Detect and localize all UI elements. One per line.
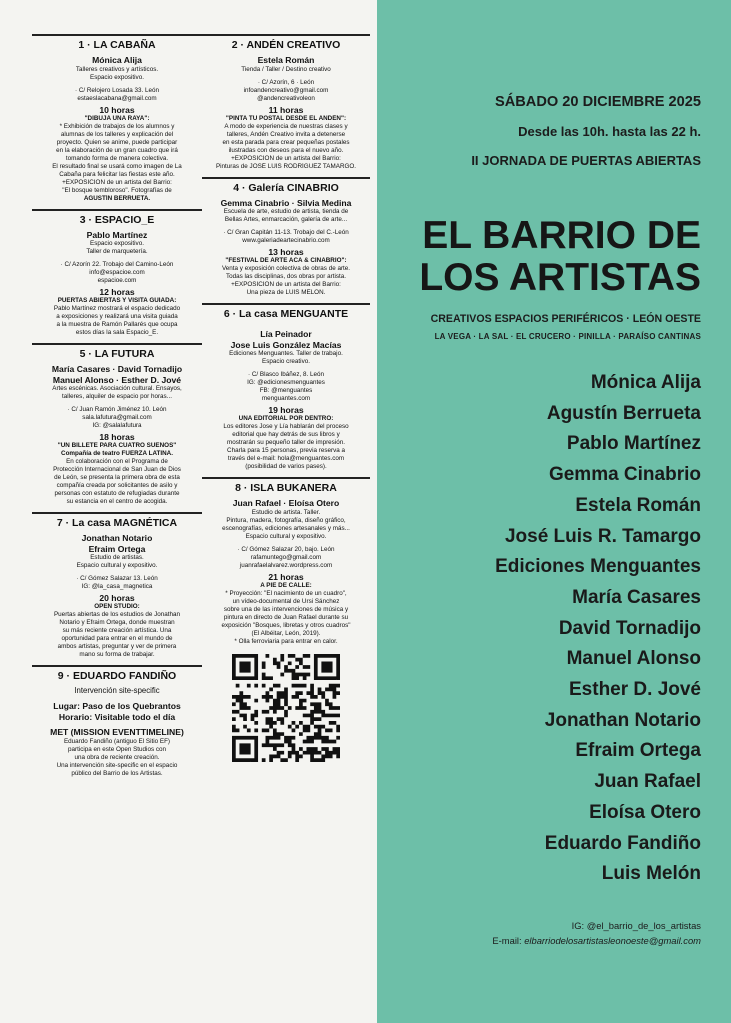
venue-text: Compañía de teatro FUERZA LATINA.: [61, 450, 173, 457]
artist-name: María Casares: [572, 586, 701, 608]
venue-text: en la elaboración de un gran cuadro que irá: [56, 146, 178, 154]
venue-text: Todas las disciplinas, dos obras por artista.: [225, 273, 347, 280]
venue-text: sala.lafutura@gmail.com: [82, 414, 152, 421]
venue-text: "El bosque tembloroso". Fotografías de: [62, 186, 172, 194]
email-label: E-mail:: [492, 935, 525, 946]
venue-text: MET (MISSION EVENTTIMELINE): [50, 727, 184, 737]
venue-text: * Exhibición de trabajos de los alumnos y: [59, 122, 175, 130]
venue-text: Notario y Efraim Ortega, donde muestran: [59, 619, 175, 626]
venue-text: Artes escénicas. Asociación cultural. Ensayos,: [52, 385, 182, 392]
venue-text: "PINTA TU POSTAL DESDE EL ANDÉN":: [225, 114, 347, 122]
tagline: CREATIVOS ESPACIOS PERIFÉRICOS · LEÓN OESTE: [430, 313, 701, 325]
venue-text: sobre una de las intervenciones de música y: [223, 605, 349, 613]
venue-text: exposición "Bosques, libretas y otros cuadros": [221, 621, 351, 629]
venue-text: un vídeo-documental de Ursi Sánchez: [232, 597, 340, 605]
venue-text: · C/ Gómez Salazar 13. León: [76, 575, 158, 582]
artist-name: Agustín Berrueta: [546, 402, 701, 424]
event-subtitle: II JORNADA DE PUERTAS ABIERTAS: [471, 153, 701, 168]
venue-text: Gemma Cinabrio · Silvia Medina: [220, 197, 352, 208]
venue-text: "DIBUJA UNA RAYA":: [84, 114, 150, 122]
venue-section: [202, 477, 370, 646]
venue-text: Intervención site-specific: [74, 686, 160, 695]
venue-text: a la muestra de Ramón Pallarés que ocupa: [56, 321, 178, 328]
venue-text: · C/ Azorín, 6 · León: [257, 78, 315, 86]
venue-text: mostrarán su pequeño taller de impresión.: [227, 439, 345, 446]
venue-text: Los editores Jose y Lía hablarán del proceso: [223, 423, 349, 430]
venue-text: Pinturas de JOSÉ LUIS RODRÍGUEZ TAMARGO.: [215, 162, 357, 170]
artist-name: Pablo Martínez: [566, 433, 701, 455]
venue-text: Cabaña para felicitar las fiestas este año.: [59, 170, 175, 178]
venue-text: Jose Luis González Macías: [230, 339, 342, 350]
venue-text: a exposiciones y realizará una visita guiada: [56, 313, 178, 320]
venue-text: · C/ Relojero Losada 33. León: [74, 86, 159, 94]
venue-text: AGUSTÍN BERRUETA.: [83, 194, 151, 202]
artist-name: Juan Rafael: [594, 771, 701, 793]
venue-section: [32, 343, 202, 506]
artist-name: Manuel Alonso: [566, 648, 701, 670]
event-time: 21 horas: [268, 571, 304, 582]
venue-text: * Olla ferroviaria para entrar en calor.: [234, 637, 338, 645]
venue-heading: 3 · ESPACIO_E: [32, 209, 202, 227]
venue-text: Tienda / Taller / Destino creativo: [241, 65, 331, 73]
venue-text: Manuel Alonso · Esther D. Jové: [52, 374, 182, 385]
event-title-line-1: EL BARRIO DE: [422, 214, 701, 257]
venue-text: Estela Román: [257, 55, 315, 65]
venue-text: público del Barrio de los Artistas.: [71, 769, 163, 777]
venue-section: [32, 209, 202, 338]
venue-text: María Casares · David Tornadijo: [51, 364, 183, 374]
venue-text: su estancia en el centro de acogida.: [66, 498, 168, 505]
contact-email[interactable]: [492, 935, 701, 946]
venue-section: [32, 512, 202, 659]
venue-text: Una pieza de LUIS MELÓN.: [246, 289, 326, 296]
venue-text: proyecto. Quien se anime, puede participar: [56, 138, 178, 146]
event-time: 18 horas: [99, 432, 135, 442]
venue-text: Estudio de artistas.: [90, 554, 144, 561]
venue-heading: 4 · Galería CINABRIO: [202, 177, 370, 195]
venue-text: Charla para 15 personas, previa reserva a: [227, 447, 345, 454]
venue-text: Estudio de artista. Taller.: [251, 508, 321, 516]
venue-text: Espacio cultural y expositivo.: [76, 562, 158, 569]
artist-name: José Luis R. Tamargo: [504, 525, 701, 547]
venue-text: juanrafaelalvarez.wordpress.com: [239, 561, 333, 569]
venue-text: Talleres creativos y artísticos.: [75, 65, 159, 73]
venue-text: talleres, alquiler de espacio por horas...: [62, 393, 172, 400]
venue-text: Taller de marquetería.: [86, 248, 148, 255]
venue-text: +EXPOSICIÓN de un artista del Barrio:: [231, 154, 341, 162]
venue-text: El resultado final se usará como imagen de La: [52, 162, 182, 170]
venue-text: oportunidad para entrar en el mundo de: [61, 635, 173, 642]
venue-text: estaeslacabana@gmail.com: [77, 94, 157, 102]
venue-text: pintura en directo de Juan Rafael durante su: [223, 613, 349, 621]
qr-code-icon[interactable]: [232, 654, 340, 762]
venue-text: compañía creada por solicitantes de asilo y: [56, 482, 178, 489]
venue-text: · C/ Juan Ramón Jiménez 10. León: [67, 406, 167, 413]
venue-text: PUERTAS ABIERTAS Y VISITA GUIADA:: [57, 297, 177, 304]
venue-text: talleres, Andén Creativo invita a detenerse: [226, 130, 346, 138]
program-column-left: [32, 34, 202, 784]
artist-name: Jonathan Notario: [544, 709, 701, 731]
artist-list: [495, 368, 701, 890]
venue-heading: 8 · ISLA BUKANERA: [202, 477, 370, 495]
venue-text: editorial que hay detrás de sus libros y: [232, 431, 340, 438]
venue-text: Lía Peinador: [260, 329, 312, 339]
venue-text: escenografías, ediciones artesanales y más...: [222, 524, 350, 532]
venue-text: Horario: Visitable todo el día: [58, 711, 176, 722]
venue-text: En colaboración con el Programa de: [66, 458, 168, 465]
venue-text: "UN BILLETE PARA CUATRO SUEÑOS": [57, 442, 177, 449]
venue-text: Bellas Artes, enmarcación, galería de arte...: [224, 216, 348, 223]
venue-heading: 2 · ANDÉN CREATIVO: [202, 34, 370, 52]
artist-name: Eloísa Otero: [589, 801, 701, 823]
artist-name: Mónica Alija: [590, 372, 701, 393]
venue-text: Una intervención site-specific en el espacio: [56, 761, 178, 769]
event-time: 19 horas: [268, 405, 304, 415]
poster-panel: [377, 0, 731, 1023]
venue-heading: 1 · LA CABAÑA: [32, 34, 202, 52]
artist-name: Gemma Cinabrio: [548, 464, 701, 486]
venue-text: IG: @salalafutura: [92, 422, 142, 429]
artist-name: Ediciones Menguantes: [495, 556, 701, 578]
venue-text: (posibilidad de varios pases).: [245, 463, 327, 470]
venue-text: Pablo Martínez: [86, 229, 148, 240]
venue-text: www.galeriadeartecinabrio.com: [242, 237, 330, 244]
venue-text: Escuela de arte, estudio de artista, tienda de: [223, 208, 349, 215]
venue-text: Puertas abiertas de los estudios de Jonathan: [53, 611, 181, 618]
email-address[interactable]: elbarriodelosartistasleonoeste@gmail.com: [524, 935, 701, 946]
venue-text: en esta parada para crear pequeñas postales: [222, 138, 350, 146]
venue-section: [202, 177, 370, 298]
venue-text: alumnas de los talleres y explicación del: [60, 130, 174, 138]
event-time: 12 horas: [99, 287, 135, 297]
venue-text: mano su forma de trabajar.: [79, 651, 155, 658]
venue-text: Eduardo Fandiño (antiguo El Sitio EF): [63, 737, 171, 745]
venue-text: +EXPOSICIÓN de un artista del Barrio:: [62, 178, 172, 186]
venue-heading: 7 · La casa MAGNÉTICA: [32, 512, 202, 530]
venue-section: [32, 665, 202, 778]
venue-text: infoandencreativo@gmail.com: [243, 86, 329, 94]
venue-text: IG: @la_casa_magnetica: [81, 583, 153, 590]
venue-text: FB: @menguantes: [259, 387, 313, 394]
venue-text: info@espacioe.com: [89, 269, 145, 276]
venue-text: Jonathan Notario: [81, 533, 153, 543]
venue-text: una obra de reciente creación.: [74, 753, 160, 761]
venue-text: +EXPOSICIÓN de un artista del Barrio:: [231, 281, 341, 288]
instagram-handle[interactable]: IG: @el_barrio_de_los_artistas: [571, 920, 701, 931]
venue-section: [202, 303, 370, 471]
artist-name: David Tornadijo: [558, 617, 701, 639]
venue-section: [202, 34, 370, 171]
artist-name: Esther D. Jové: [569, 679, 701, 701]
venue-text: través del e-mail: hola@menguantes.com: [227, 455, 345, 462]
venue-text: Pablo Martínez mostrará el espacio dedicado: [53, 305, 181, 312]
venue-text: Espacio expositivo.: [90, 73, 144, 81]
venue-text: espacioe.com: [97, 277, 137, 284]
venue-text: Ediciones Menguantes. Taller de trabajo.: [229, 350, 343, 357]
event-time: 20 horas: [99, 593, 135, 603]
artist-name: Luis Melón: [601, 863, 701, 885]
venue-text: ambos artistas, preguntar y ver de primera: [57, 643, 177, 650]
venue-text: Mónica Alija: [92, 55, 142, 65]
venue-text: Espacio expositivo.: [90, 240, 144, 247]
venue-text: de León, se presenta la primera obra de esta: [54, 474, 180, 481]
program-column-right: [202, 34, 370, 762]
venue-text: Espacio cultural y expositivo.: [245, 532, 327, 540]
event-time: 10 horas: [99, 104, 135, 115]
venue-text: · C/ Gómez Salazar 20, bajo. León: [237, 545, 335, 553]
artist-name: Efraim Ortega: [575, 740, 701, 762]
venue-text: IG: @edicionesmenguantes: [247, 379, 325, 386]
venue-heading: 5 · LA FUTURA: [32, 343, 202, 361]
venue-text: @andencreativoleon: [257, 94, 315, 102]
venue-text: su más reciente creación artística. Una: [62, 627, 172, 634]
venue-text: personas con estatuto de refugiadas durante: [54, 490, 180, 497]
venue-heading: 9 · EDUARDO FANDIÑO: [32, 665, 202, 683]
venue-text: estos días la sala Espacio_E.: [75, 329, 159, 336]
event-time: 13 horas: [268, 247, 304, 257]
artist-name: Estela Román: [575, 494, 701, 516]
venue-heading: 6 · La casa MENGUANTE: [202, 303, 370, 321]
venue-text: rafamuntego@gmail.com: [250, 553, 322, 561]
venue-text: A PIE DE CALLE:: [260, 581, 312, 589]
venue-text: OPEN STUDIO:: [94, 603, 140, 610]
venue-text: Pintura, madera, fotografía, diseño gráfico,: [226, 516, 346, 524]
venue-text: A modo de experiencia de nuestras clases y: [224, 122, 348, 130]
venue-text: Lugar: Paso de los Quebrantos: [53, 701, 181, 711]
event-time: 11 horas: [268, 104, 304, 115]
venue-text: Juan Rafael · Eloísa Otero: [232, 498, 340, 508]
venue-text: UNA EDITORIAL POR DENTRO:: [238, 415, 334, 422]
venue-text: ilustradas con deseos para el nuevo año.: [228, 146, 344, 154]
venue-text: Venta y exposición colectiva de obras de arte.: [221, 265, 351, 272]
venue-text: menguantes.com: [261, 395, 311, 402]
venue-text: * Proyección: "El nacimiento de un cuadro",: [225, 589, 347, 597]
artist-name: Eduardo Fandiño: [544, 832, 701, 854]
event-title-line-2: LOS ARTISTAS: [419, 256, 701, 299]
event-hours: Desde las 10h. hasta las 22 h.: [518, 124, 701, 139]
venue-text: Efraim Ortega: [88, 543, 146, 554]
neighborhoods: LA VEGA · LA SAL · EL CRUCERO · PINILLA · PARAÍSO CANTINAS: [434, 332, 701, 341]
venue-text: Protección Internacional de San Juan de Dios: [53, 466, 181, 473]
venue-text: · C/ Azorín 22. Trobajo del Camino-León: [60, 261, 174, 268]
venue-text: · C/ Gran Capitán 11-13. Trobajo del C.-León: [223, 229, 349, 236]
event-title: [419, 215, 701, 299]
venue-text: · C/ Blasco Ibáñez, 8. León: [248, 371, 324, 378]
venue-text: (El Albéitar, León, 2019).: [251, 629, 321, 637]
venue-text: tomando forma de manera colectiva.: [65, 154, 169, 162]
venue-text: "FESTIVAL DE ARTE ACA & CINABRIO":: [225, 257, 347, 264]
venue-section: [32, 34, 202, 203]
event-date: SÁBADO 20 DICIEMBRE 2025: [495, 94, 701, 110]
venue-text: Espacio creativo.: [262, 358, 310, 365]
venue-text: participa en este Open Studios con: [67, 745, 166, 753]
